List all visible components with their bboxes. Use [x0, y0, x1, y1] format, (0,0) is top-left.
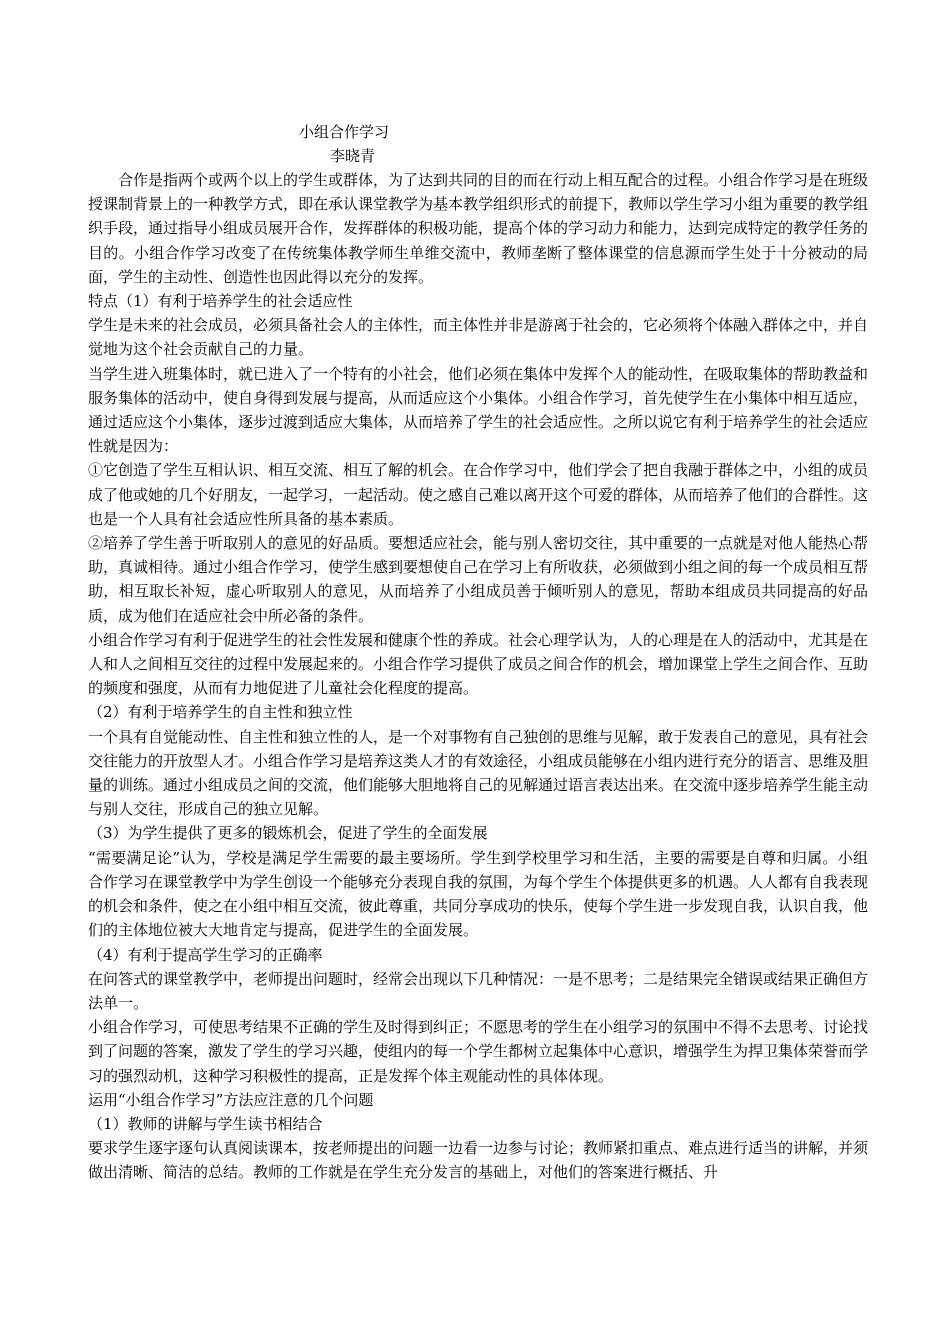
document-author: 李晓青 [330, 147, 376, 165]
section-heading-notes: 运用“小组合作学习”方法应注意的几个问题 [88, 1090, 374, 1109]
list-item-1: ①它创造了学生互相认识、相互交流、相互了解的机会。在合作学习中，他们学会了把自我融于群体之中，小组的成员成了他或她的几个好朋友，一起学习，一起活动。使之感自己难以离开这个可爱的群体，从而培养了他们的合群性。这也是一个人具有社会适应性所具备的基本素质。 [88, 461, 869, 528]
document-page [88, 120, 868, 1185]
paragraph: 要求学生逐字逐句认真阅读课本，按老师提出的问题一边看一边参与讨论；教师紧扣重点、难点进行适当的讲解，并须做出清晰、简洁的总结。教师的工作就是在学生充分发言的基础上，对他们的答案进行概括、升 [88, 1139, 869, 1182]
paragraph-intro: 合作是指两个或两个以上的学生或群体，为了达到共同的目的而在行动上相互配合的过程。小组合作学习是在班级授课制背景上的一种教学方式，即在承认课堂教学为基本教学组织形式的前提下，教师以学生学习小组为重要的教学组织手段，通过指导小组成员展开合作，发挥群体的积极功能，提高个体的学习动力和能力，达到完成特定的教学任务的目的。小组合作学习改变了在传统集体教学师生单维交流中，教师垄断了整体课堂的信息源而学生处于十分被动的局面，学生的主动性、创造性也因此得以充分的发挥。 [88, 171, 869, 286]
list-item-2: ②培养了学生善于听取别人的意见的好品质。要想适应社会，能与别人密切交往，其中重要的一点就是对他人能热心帮助，真诚相待。通过小组合作学习，使学生感到要想使自己在学习上有所收获，必须做到小组之间的每一个成员相互帮助，相互取长补短，虚心听取别人的意见，从而培养了小组成员善于倾听别人的意见，帮助本组成员共同提高的好品质，成为他们在适应社会中所必备的条件。 [88, 534, 869, 625]
paragraph: 小组合作学习有利于促进学生的社会性发展和健康个性的养成。社会心理学认为，人的心理是在人的活动中，尤其是在人和人之间相互交往的过程中发展起来的。小组合作学习提供了成员之间合作的机会，增加课堂上学生之间合作、互助的频度和强度，从而有力地促进了儿童社会化程度的提高。 [88, 630, 869, 698]
paragraph: 小组合作学习，可使思考结果不正确的学生及时得到纠正；不愿思考的学生在小组学习的氛围中不得不去思考、讨论找到了问题的答案，激发了学生的学习兴趣，使组内的每一个学生都树立起集体中心意识，增强学生为捍卫集体荣誉而学习的强烈动机，这种学习积极性的提高，正是发挥个体主观能动性的具体体现。 [88, 1018, 869, 1085]
paragraph: 学生是未来的社会成员，必须具备社会人的主体性，而主体性并非是游离于社会的，它必须将个体融入群体之中，并自觉地为这个社会贡献自己的力量。 [88, 316, 869, 359]
paragraph: 在问答式的课堂教学中，老师提出问题时，经常会出现以下几种情况：一是不思考；二是结果完全错误或结果正确但方法单一。 [88, 969, 869, 1012]
subsection-heading-1: （1）教师的讲解与学生读书相结合 [88, 1114, 323, 1133]
paragraph: “需要满足论”认为，学校是满足学生需要的最主要场所。学生到学校里学习和生活，主要的需要是自尊和归属。小组合作学习在课堂教学中为学生创设一个能够充分表现自我的氛围，为每个学生个体提供更多的机遇。人人都有自我表现的机会和条件，使之在小组中相互交流，彼此尊重，共同分享成功的快乐，使每个学生进一步发现自我，认识自我，他们的主体地位被大大地肯定与提高，促进学生的全面发展。 [88, 848, 869, 940]
section-heading-2: （2）有利于培养学生的自主性和独立性 [88, 703, 353, 722]
section-heading-3: （3）为学生提供了更多的锻炼机会，促进了学生的全面发展 [88, 824, 488, 843]
section-heading-features-1: 特点（1）有利于培养学生的社会适应性 [88, 292, 353, 311]
paragraph: 当学生进入班集体时，就已进入了一个特有的小社会，他们必须在集体中发挥个人的能动性，在吸取集体的帮助教益和服务集体的活动中，使自身得到发展与提高，从而适应这个小集体。小组合作学习，首先使学生在小集体中相互适应，通过适应这个小集体，逐步过渡到适应大集体，从而培养了学生的社会适应性。之所以说它有利于培养学生的社会适应性就是因为： [88, 364, 869, 456]
document-title: 小组合作学习 [299, 123, 390, 141]
section-heading-4: （4）有利于提高学生学习的正确率 [88, 945, 323, 964]
paragraph: 一个具有自觉能动性、自主性和独立性的人，是一个对事物有自己独创的思维与见解，敢于发表自己的意见，具有社会交往能力的开放型人才。小组合作学习是培养这类人才的有效途径，小组成员能够在小组内进行充分的语言、思维及胆量的训练。通过小组成员之间的交流，他们能够大胆地将自己的见解通过语言表达出来。在交流中逐步培养学生能主动与别人交往，形成自己的独立见解。 [88, 727, 869, 819]
